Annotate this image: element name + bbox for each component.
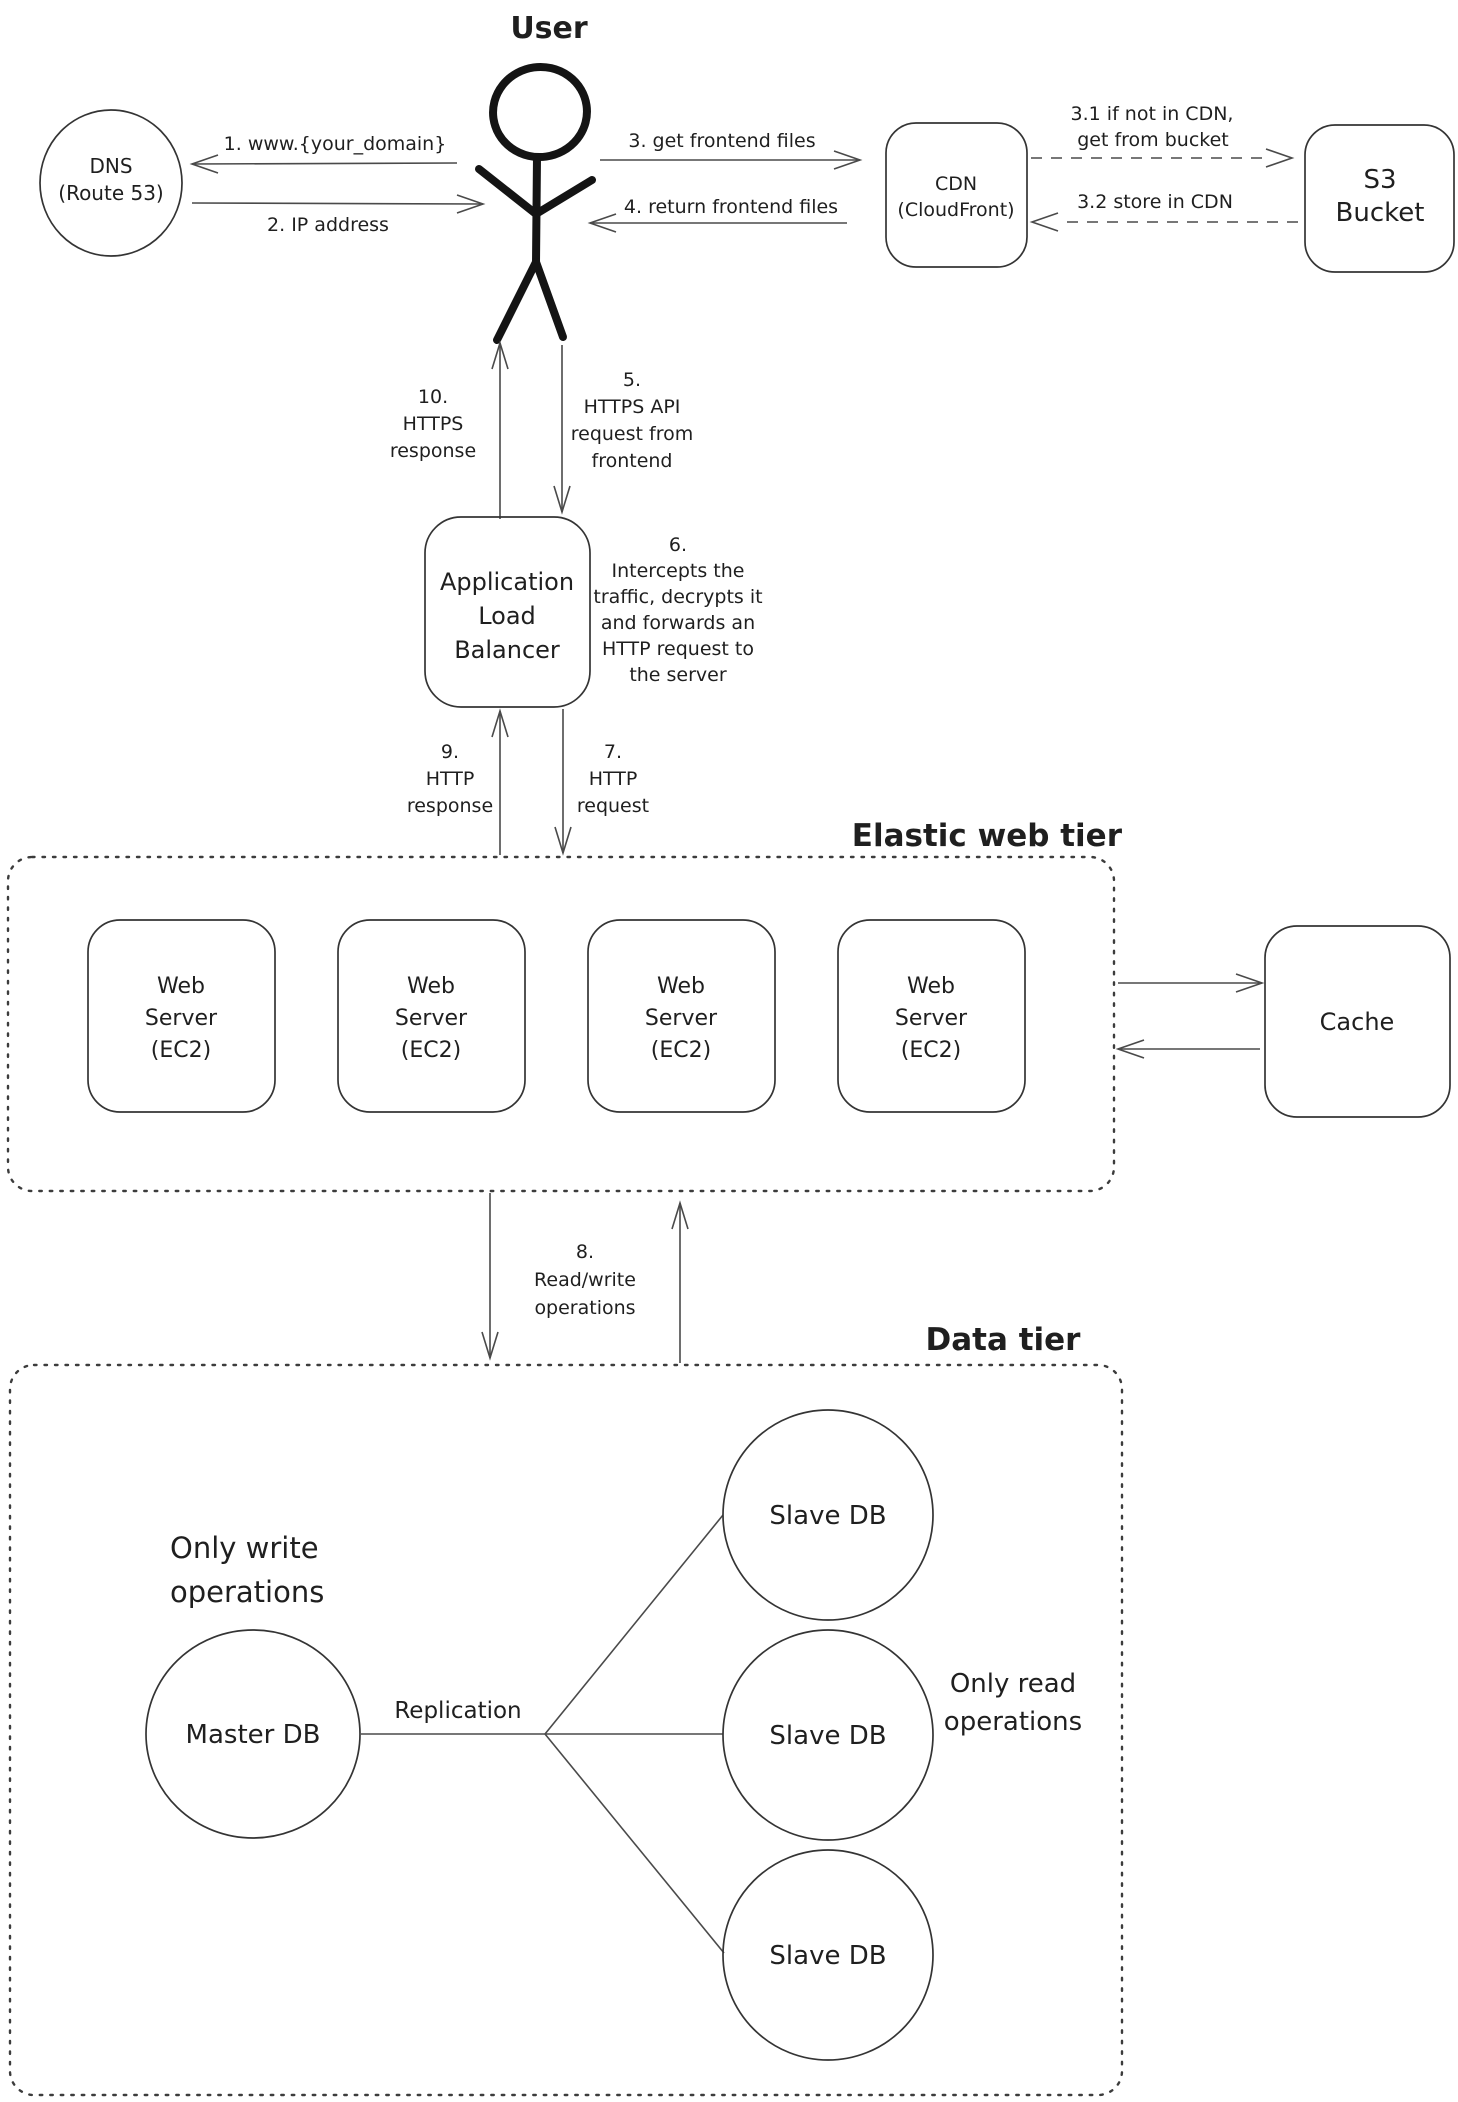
edge-31-label-line1: 3.1 if not in CDN,	[1070, 103, 1234, 125]
edge-9-label-line2: HTTP	[425, 768, 475, 790]
edge-8-read-write	[482, 1193, 688, 1363]
edge-1-label: 1. www.{your_domain}	[223, 133, 447, 155]
edge-10-https-response	[390, 343, 508, 519]
note-6-line3: traffic, decrypts it	[593, 586, 763, 608]
data-tier-title: Data tier	[925, 1322, 1081, 1358]
edge-3-label: 3. get frontend files	[628, 130, 816, 152]
edge-10-label-line2: HTTPS	[402, 413, 464, 435]
alb-label-line2: Load	[478, 602, 536, 630]
edge-5-label-line1: 5.	[622, 369, 642, 391]
edge-8-label-line1: 8.	[575, 1241, 595, 1263]
edge-1-www-domain	[192, 133, 457, 173]
cdn-label-line1: CDN	[934, 173, 978, 195]
edge-5-https-api-request	[554, 345, 693, 512]
web-server-3-line3: (EC2)	[650, 1038, 712, 1063]
web-server-node-4	[838, 920, 1025, 1112]
edge-5-label-line3: request from	[570, 423, 694, 445]
s3-label-line2: Bucket	[1335, 198, 1425, 228]
alb-label-line3: Balancer	[454, 636, 560, 664]
edge-3-get-frontend-files	[600, 130, 860, 169]
web-server-4-line3: (EC2)	[900, 1038, 962, 1063]
slave-db-node-3	[723, 1850, 933, 2060]
note-6-line4: and forwards an	[600, 612, 756, 634]
web-server-2-line2: Server	[394, 1006, 468, 1031]
slave-db-node-1	[723, 1410, 933, 1620]
user-stick-figure-icon	[479, 61, 593, 340]
edge-7-label-line3: request	[576, 795, 650, 817]
edge-7-http-request	[555, 709, 649, 853]
cache-label: Cache	[1319, 1008, 1395, 1036]
edge-4-label: 4. return frontend files	[623, 196, 839, 218]
web-server-2-line3: (EC2)	[400, 1038, 462, 1063]
edge-2-ip-address	[192, 195, 483, 236]
only-write-label-line1: Only write	[170, 1531, 319, 1565]
dns-label-line2: (Route 53)	[58, 181, 164, 205]
edge-9-label-line1: 9.	[440, 741, 460, 763]
note-6-line2: Intercepts the	[611, 560, 745, 582]
slave-db-3-label: Slave DB	[769, 1941, 887, 1971]
user-label: User	[510, 11, 588, 46]
s3-label-line1: S3	[1363, 165, 1397, 195]
note-6-line6: the server	[629, 664, 727, 686]
web-server-4-line1: Web	[907, 974, 955, 999]
edge-5-label-line2: HTTPS API	[583, 396, 681, 418]
edge-9-label-line3: response	[406, 795, 494, 817]
web-server-3-line2: Server	[644, 1006, 718, 1031]
edge-8-label-line3: operations	[534, 1297, 636, 1319]
edge-7-label-line2: HTTP	[588, 768, 638, 790]
alb-label-line1: Application	[439, 568, 575, 596]
web-server-1-line3: (EC2)	[150, 1038, 212, 1063]
web-server-node-3	[588, 920, 775, 1112]
edge-31-label-line2: get from bucket	[1077, 129, 1229, 151]
elastic-web-tier-title: Elastic web tier	[851, 818, 1122, 854]
web-server-1-line2: Server	[144, 1006, 218, 1031]
replication-label: Replication	[394, 1698, 522, 1724]
dns-label-line1: DNS	[89, 154, 133, 178]
edge-10-label-line3: response	[389, 440, 477, 462]
edge-32-label: 3.2 store in CDN	[1077, 191, 1233, 213]
edge-32-store-in-cdn	[1032, 191, 1298, 231]
replication-edges	[361, 1515, 724, 1953]
web-server-node-1	[88, 920, 275, 1112]
slave-db-2-label: Slave DB	[769, 1721, 887, 1751]
edge-5-label-line4: frontend	[591, 450, 673, 472]
edge-31-if-not-in-cdn	[1031, 103, 1292, 167]
note-6-intercepts	[593, 534, 762, 686]
note-6-line1: 6.	[668, 534, 688, 556]
slave-db-node-2	[723, 1630, 933, 1840]
only-read-label-line1: Only read	[949, 1669, 1077, 1699]
web-server-2-line1: Web	[407, 974, 455, 999]
edge-7-label-line1: 7.	[603, 741, 623, 763]
cdn-node	[886, 123, 1027, 267]
cdn-label-line2: (CloudFront)	[897, 199, 1015, 221]
slave-db-1-label: Slave DB	[769, 1501, 887, 1531]
edge-webtier-to-cache	[1118, 974, 1262, 992]
edge-cache-to-webtier	[1118, 1040, 1260, 1058]
master-db-label: Master DB	[185, 1720, 321, 1750]
edge-8-label-line2: Read/write	[534, 1269, 636, 1291]
web-server-4-line2: Server	[894, 1006, 968, 1031]
edge-9-http-response	[407, 711, 508, 855]
edge-10-label-line1: 10.	[417, 386, 449, 408]
only-read-label-line2: operations	[943, 1707, 1083, 1737]
note-6-line5: HTTP request to	[602, 638, 754, 660]
edge-2-label: 2. IP address	[267, 214, 389, 236]
web-server-1-line1: Web	[157, 974, 205, 999]
web-server-node-2	[338, 920, 525, 1112]
edge-4-return-frontend-files	[590, 196, 847, 232]
web-server-3-line1: Web	[657, 974, 705, 999]
only-write-label-line2: operations	[170, 1575, 325, 1609]
